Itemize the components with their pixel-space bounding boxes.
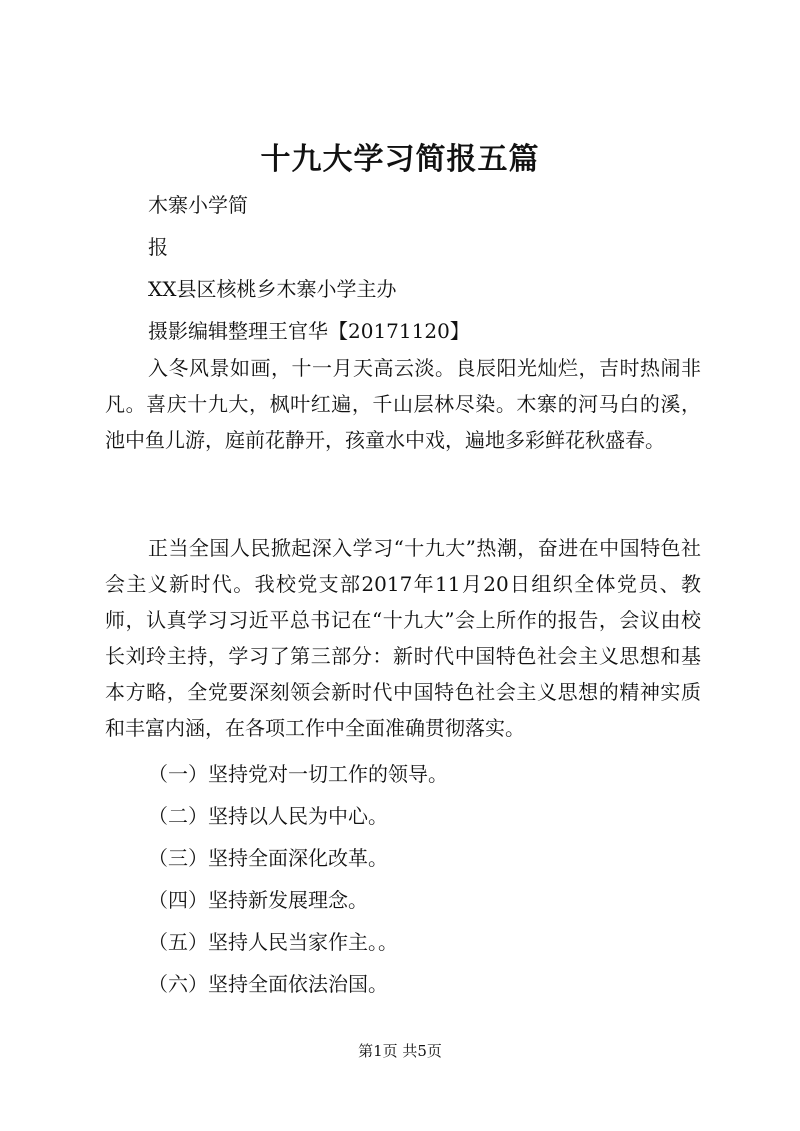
list-item-3: （三）坚持全面深化改革。 bbox=[148, 846, 388, 870]
header-line-organizer: XX县区核桃乡木寨小学主办 bbox=[148, 277, 397, 301]
list-item-6: （六）坚持全面依法治国。 bbox=[148, 972, 388, 996]
header-line-bao: 报 bbox=[148, 235, 168, 259]
paragraph-intro: 入冬风景如画，十一月天高云淡。良辰阳光灿烂，吉时热闹非凡。喜庆十九大，枫叶红遍，千山层林尽染。木寨的河马白的溪，池中鱼儿游，庭前花静开，孩童水中戏，遍地多彩鲜花秋盛春。 bbox=[105, 356, 701, 452]
page-footer: 第1页 共5页 bbox=[358, 1042, 442, 1060]
list-item-5: （五）坚持人民当家作主。。 bbox=[148, 930, 398, 954]
paragraph-study-meeting: 正当全国人民掀起深入学习“十九大”热潮，奋进在中国特色社会主义新时代。我校党支部2017年11月20日组织全体党员、教师，认真学习习近平总书记在“十九大”会上所作的报告，会议由校长刘玲主持，学习了第三部分：新时代中国特色社会主义思想和基本方略，全党要深刻领会新时代中国特色社会主义思想的精神实质和丰富内涵，在各项工作中全面准确贯彻落实。 bbox=[105, 536, 701, 740]
list-item-2: （二）坚持以人民为中心。 bbox=[148, 804, 388, 828]
list-item-1: （一）坚持党对一切工作的领导。 bbox=[148, 762, 448, 786]
header-line-editor: 摄影编辑整理王官华【20171120】 bbox=[148, 319, 470, 343]
list-item-4: （四）坚持新发展理念。 bbox=[148, 888, 368, 912]
document-title: 十九大学习简报五篇 bbox=[260, 142, 540, 177]
header-line-school-bulletin: 木寨小学简 bbox=[148, 193, 248, 217]
